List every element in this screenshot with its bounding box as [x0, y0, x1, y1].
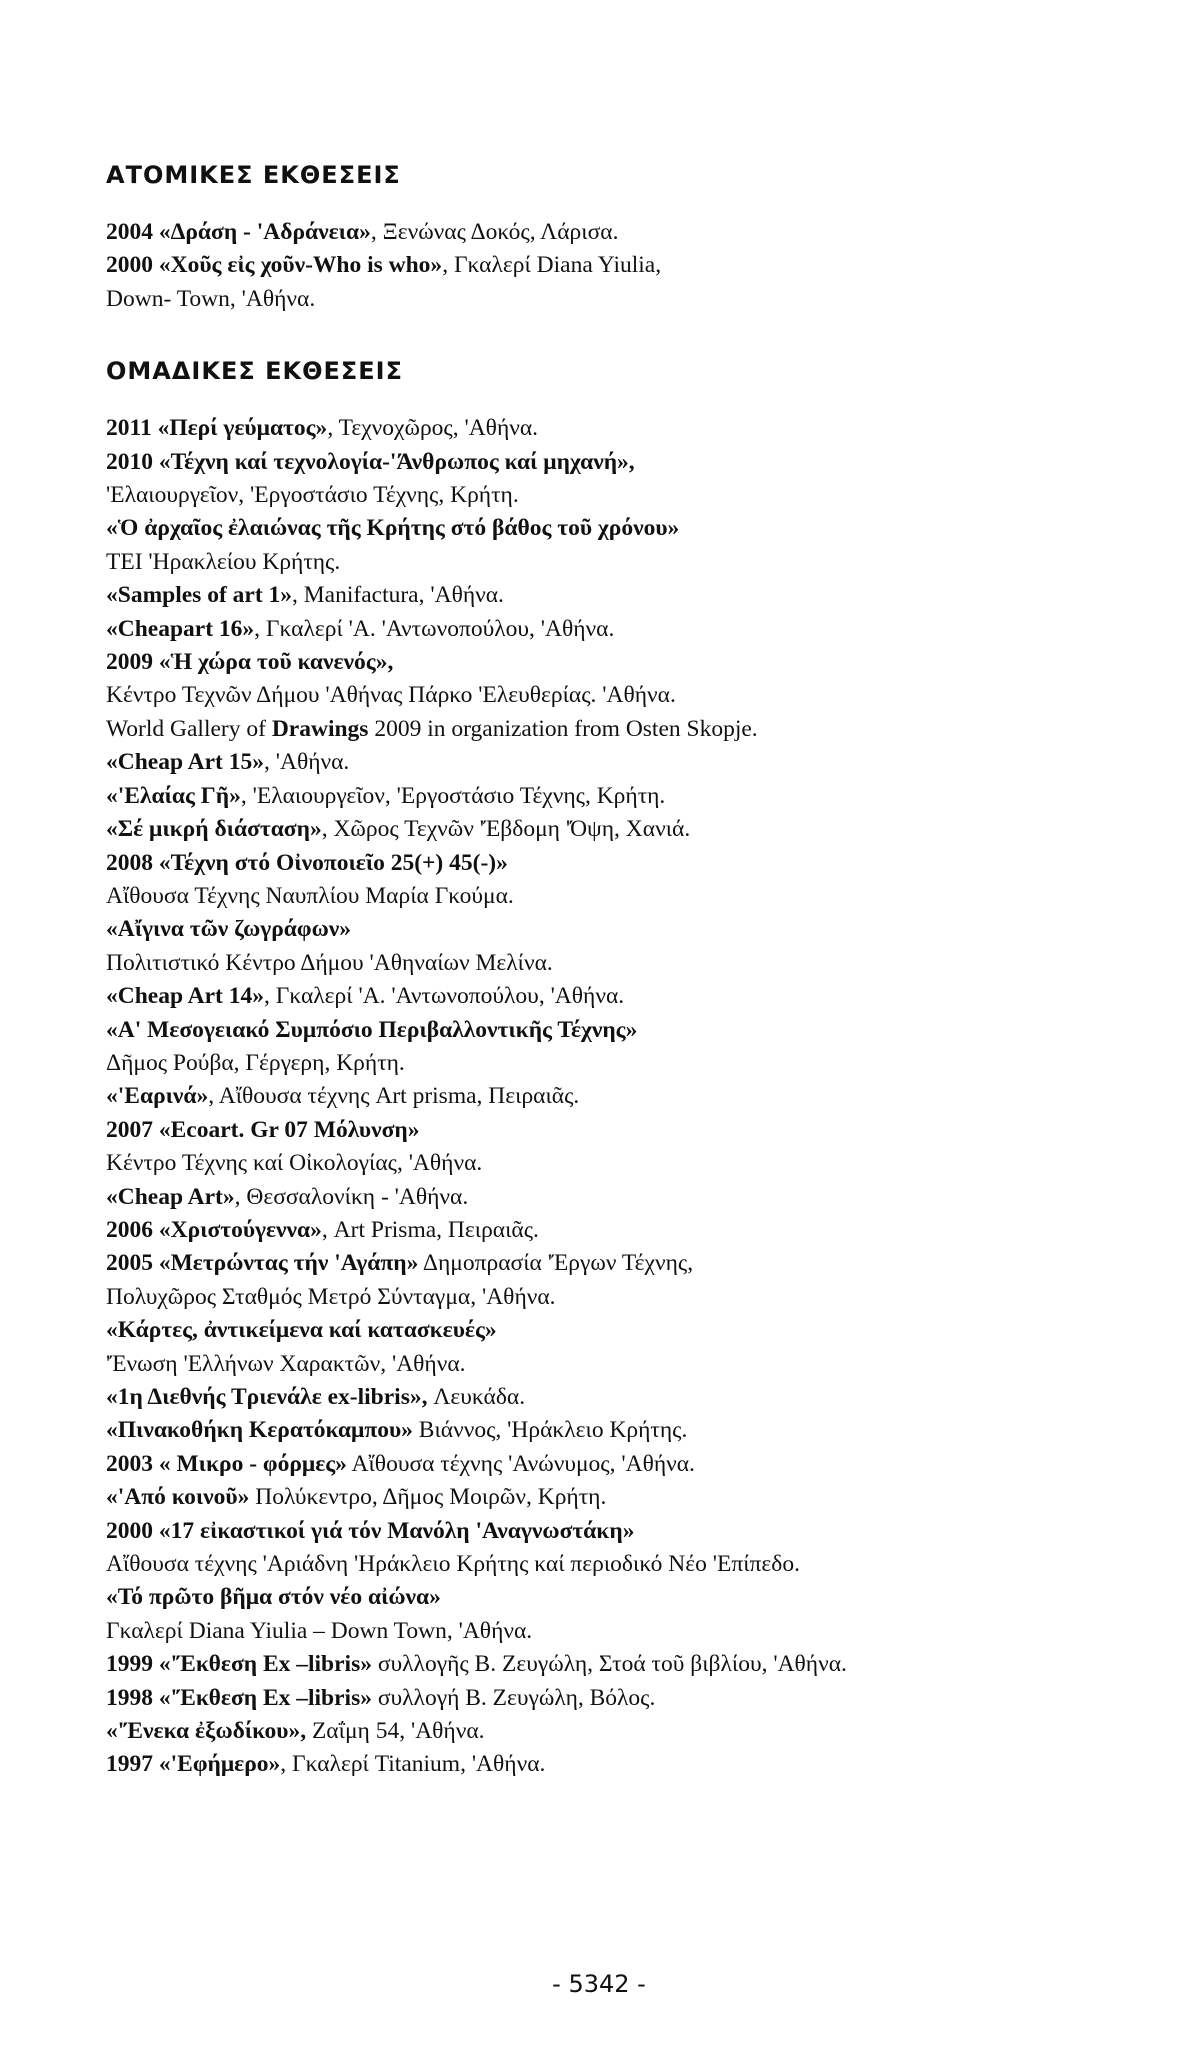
exhibition-line — [106, 1114, 1106, 1147]
exhibition-detail-text: Αἴθουσα τέχνης 'Ανώνυμος, 'Αθήνα. — [346, 1450, 695, 1477]
page-number: - 5342 - — [552, 1970, 646, 1998]
exhibition-line — [106, 746, 1106, 779]
exhibition-detail-text: World Gallery of — [106, 715, 272, 742]
exhibition-line — [106, 1581, 1106, 1614]
exhibition-line — [106, 1281, 1106, 1314]
exhibition-title-text: «'Από κοινοῦ» — [106, 1484, 250, 1511]
exhibition-line — [106, 249, 1106, 282]
solo-exhibitions-heading: ΑΤΟΜΙΚΕΣ ΕΚΘΕΣΕΙΣ — [106, 161, 401, 189]
exhibition-detail-text: 'Ελαιουργεῖον, 'Εργοστάσιο Τέχνης, Κρήτη. — [106, 482, 519, 509]
exhibition-detail-text: , Art Prisma, Πειραιᾶς. — [321, 1216, 539, 1243]
exhibition-line — [106, 1147, 1106, 1180]
exhibition-title-text: «Α' Μεσογειακό Συμπόσιο Περιβαλλοντικῆς Τέχνης» — [106, 1016, 638, 1043]
exhibition-line — [106, 479, 1106, 512]
exhibition-line — [106, 713, 1106, 746]
group-exhibitions-list — [106, 412, 1106, 1782]
exhibition-detail-text: , 'Ελαιουργεῖον, 'Εργοστάσιο Τέχνης, Κρήτη. — [240, 782, 666, 809]
exhibition-title-text: «Πινακοθήκη Κερατόκαμπου» — [106, 1417, 413, 1444]
exhibition-title-text: 2006 «Χριστούγεννα» — [106, 1216, 322, 1243]
exhibition-line — [106, 1214, 1106, 1247]
exhibition-detail-text: συλλογή Β. Ζευγώλη, Βόλος. — [371, 1684, 656, 1711]
exhibition-title-text: 1998 «'Έκθεση Ex –libris» — [106, 1684, 372, 1711]
exhibition-line — [106, 947, 1106, 980]
exhibition-detail-text: Πολύκεντρο, Δῆμος Μοιρῶν, Κρήτη. — [249, 1484, 607, 1511]
exhibition-detail-text: , Γκαλερί Titanium, 'Αθήνα. — [280, 1751, 546, 1778]
exhibition-title-text: «Samples of art 1» — [106, 582, 293, 609]
exhibition-line — [106, 1682, 1106, 1715]
exhibition-line — [106, 980, 1106, 1013]
exhibition-title-text: «'Ελαίας Γῆ» — [106, 782, 241, 809]
exhibition-detail-text: , Γκαλερί 'Α. 'Αντωνοπούλου, 'Αθήνα. — [263, 983, 625, 1010]
exhibition-line — [106, 579, 1106, 612]
exhibition-detail-text: Κέντρο Τέχνης καί Οἰκολογίας, 'Αθήνα. — [106, 1150, 483, 1177]
exhibition-title-text: 2000 «17 εἰκαστικοί γιά τόν Μανόλη 'Αναγνωστάκη» — [106, 1517, 635, 1544]
exhibition-line — [106, 1014, 1106, 1047]
exhibition-line — [106, 1314, 1106, 1347]
solo-exhibitions-section — [106, 160, 1106, 316]
group-exhibitions-heading: ΟΜΑΔΙΚΕΣ ΕΚΘΕΣΕΙΣ — [106, 357, 404, 386]
exhibition-title-text: «'Εαρινά» — [106, 1083, 209, 1110]
exhibition-detail-text: Κέντρο Τεχνῶν Δήμου 'Αθήνας Πάρκο 'Ελευθερίας. 'Αθήνα. — [106, 682, 676, 709]
exhibition-line — [106, 1080, 1106, 1113]
exhibition-line — [106, 880, 1106, 913]
exhibition-title-text: «Cheapart 16» — [106, 615, 255, 642]
exhibition-line — [106, 813, 1106, 846]
exhibition-detail-text: Αἴθουσα Τέχνης Ναυπλίου Μαρία Γκούμα. — [106, 882, 514, 909]
exhibition-line — [106, 1548, 1106, 1581]
exhibition-line — [106, 780, 1106, 813]
exhibition-detail-text: Βιάννος, 'Ηράκλειο Κρήτης. — [412, 1417, 688, 1444]
exhibition-title-text: 1999 «'Έκθεση Ex –libris» — [106, 1651, 372, 1678]
exhibition-line — [106, 412, 1106, 445]
exhibition-title-text: 2003 « Μικρο - φόρμες» — [106, 1450, 347, 1477]
exhibition-title-text: «1η Διεθνής Τριενάλε ex-libris», — [106, 1384, 428, 1410]
exhibition-title-text: «Κάρτες, ἀντικείμενα καί κατασκευές» — [106, 1317, 497, 1344]
exhibition-detail-text: Ζαΐμη 54, 'Αθήνα. — [306, 1718, 485, 1745]
exhibition-line — [106, 446, 1106, 479]
exhibition-detail-text: 2009 in organization from Osten Skopje. — [368, 715, 758, 742]
exhibition-detail-text: , Γκαλερί Diana Yiulia, — [442, 252, 662, 279]
exhibition-line — [106, 1448, 1106, 1481]
exhibition-line — [106, 613, 1106, 646]
exhibition-title-text: «Cheap Art 15» — [106, 749, 264, 776]
exhibition-detail-text: , Ξενώνας Δοκός, Λάρισα. — [370, 219, 619, 245]
exhibition-line — [106, 847, 1106, 880]
exhibition-detail-text: Δημοπρασία 'Έργων Τέχνης, — [418, 1250, 694, 1277]
exhibition-title-text: «Σέ μικρή διάσταση» — [106, 816, 322, 843]
exhibition-title-text: 2009 «Ἡ χώρα τοῦ κανενός», — [106, 649, 394, 676]
exhibition-detail-text: 'Ένωση 'Ελλήνων Χαρακτῶν, 'Αθήνα. — [106, 1350, 466, 1377]
solo-exhibitions-list — [106, 216, 1106, 316]
exhibition-line — [106, 283, 1106, 316]
exhibition-detail-text: Γκαλερί Diana Yiulia – Down Town, 'Αθήνα. — [106, 1617, 533, 1644]
exhibition-detail-text: , Τεχνοχῶρος, 'Αθήνα. — [327, 415, 539, 442]
exhibition-line — [106, 1247, 1106, 1280]
exhibition-detail-text: , Γκαλερί 'Α. 'Αντωνοπούλου, 'Αθήνα. — [254, 615, 615, 642]
exhibition-line — [106, 1381, 1106, 1414]
exhibition-detail-text: , Χῶρος Τεχνῶν 'Έβδομη 'Όψη, Χανιά. — [321, 816, 691, 843]
exhibition-line — [106, 1515, 1106, 1548]
exhibition-line — [106, 646, 1106, 679]
exhibition-title-text: 2011 «Περί γεύματος» — [106, 415, 328, 442]
exhibition-line — [106, 1715, 1106, 1748]
exhibition-detail-text: Δῆμος Ρούβα, Γέργερη, Κρήτη. — [106, 1049, 405, 1076]
exhibition-title-text: «Αἴγινα τῶν ζωγράφων» — [106, 916, 352, 943]
exhibition-detail-text: Αἴθουσα τέχνης 'Αριάδνη 'Ηράκλειο Κρήτης καί περιοδικό Νέο 'Επίπεδο. — [106, 1551, 800, 1578]
exhibition-detail-text: , Manifactura, 'Αθήνα. — [292, 582, 504, 609]
exhibition-title-text: 2004 «Δράση - 'Αδράνεια» — [106, 219, 371, 245]
exhibition-line — [106, 1047, 1106, 1080]
exhibition-line — [106, 512, 1106, 545]
group-exhibitions-section — [106, 356, 1106, 1782]
exhibition-line — [106, 1481, 1106, 1514]
exhibition-line — [106, 1748, 1106, 1781]
exhibition-line — [106, 1348, 1106, 1381]
exhibition-title-text: «'Ένεκα ἐξωδίκου», — [106, 1718, 307, 1745]
document-page — [106, 160, 1106, 1822]
exhibition-title-text: 2005 «Μετρώντας τήν 'Αγάπη» — [106, 1250, 419, 1277]
exhibition-detail-text: , 'Αθήνα. — [263, 749, 350, 776]
exhibition-line — [106, 216, 1106, 249]
exhibition-title-text: «Cheap Art 14» — [106, 983, 264, 1010]
exhibition-detail-text: , Αἴθουσα τέχνης Art prisma, Πειραιᾶς. — [208, 1083, 580, 1110]
exhibition-detail-text: Πολιτιστικό Κέντρο Δήμου 'Αθηναίων Μελίνα. — [106, 949, 553, 976]
exhibition-detail-text: , Θεσσαλονίκη - 'Αθήνα. — [234, 1183, 469, 1210]
exhibition-line — [106, 1615, 1106, 1648]
exhibition-line — [106, 1181, 1106, 1214]
exhibition-title-text: 2000 «Χοῦς εἰς χοῦν-Who is who» — [106, 252, 443, 279]
exhibition-line — [106, 1648, 1106, 1681]
exhibition-title-text: 2010 «Τέχνη καί τεχνολογία-'Άνθρωπος καί μηχανή», — [106, 448, 635, 475]
exhibition-detail-text: Λευκάδα. — [427, 1384, 526, 1410]
exhibition-title-text: 2007 «Ecoart. Gr 07 Μόλυνση» — [106, 1116, 420, 1143]
exhibition-title-text: 2008 «Τέχνη στό Οἰνοποιεῖο 25(+) 45(-)» — [106, 849, 508, 876]
exhibition-line — [106, 1414, 1106, 1447]
exhibition-title-text: «Τό πρῶτο βῆμα στόν νέο αἰώνα» — [106, 1584, 441, 1611]
exhibition-title-text: «Cheap Art» — [106, 1183, 235, 1210]
exhibition-detail-text: συλλογῆς Β. Ζευγώλη, Στοά τοῦ βιβλίου, 'Αθήνα. — [371, 1651, 847, 1678]
exhibition-line — [106, 546, 1106, 579]
exhibition-detail-text: ΤΕΙ 'Ηρακλείου Κρήτης. — [106, 548, 341, 575]
exhibition-title-text: 1997 «'Εφήμερο» — [106, 1751, 281, 1778]
exhibition-title-text: «Ὁ ἀρχαῖος ἐλαιώνας τῆς Κρήτης στό βάθος τοῦ χρόνου» — [106, 515, 680, 542]
exhibition-detail-text: Down- Town, 'Αθήνα. — [106, 285, 316, 312]
exhibition-line — [106, 679, 1106, 712]
exhibition-detail-text: Πολυχῶρος Σταθμός Μετρό Σύνταγμα, 'Αθήνα. — [106, 1283, 556, 1310]
exhibition-line — [106, 913, 1106, 946]
exhibition-title-text: Drawings — [271, 715, 369, 742]
